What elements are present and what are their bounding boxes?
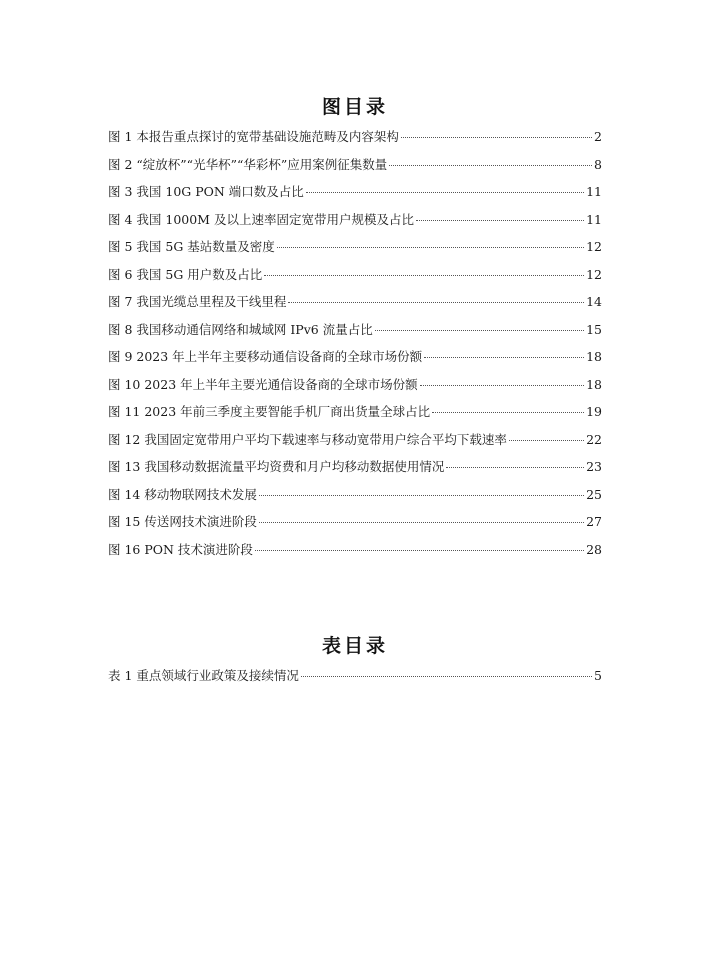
figure-entry[interactable] xyxy=(108,155,602,183)
dot-leader xyxy=(306,192,584,193)
table-entry-page-number: 5 xyxy=(594,668,602,683)
dot-leader xyxy=(509,440,584,441)
figure-entry-page-number: 23 xyxy=(586,459,602,474)
figure-entry-label: 图 6 我国 5G 用户数及占比 xyxy=(108,266,263,282)
figure-entry-label: 图 16 PON 技术演进阶段 xyxy=(108,541,253,557)
figure-entry[interactable] xyxy=(108,540,602,568)
figure-entry-page-number: 22 xyxy=(586,431,602,447)
figure-entry[interactable] xyxy=(108,512,602,540)
dot-leader xyxy=(277,247,584,248)
figure-entry-page-number: 15 xyxy=(586,321,602,337)
dot-leader xyxy=(446,467,584,468)
table-entry-label: 表 1 重点领域行业政策及接续情况 xyxy=(108,668,299,683)
figure-entry-page-number: 25 xyxy=(586,486,602,502)
table-entry[interactable] xyxy=(108,666,602,694)
figure-entry-page-number: 8 xyxy=(594,156,602,172)
dot-leader xyxy=(424,357,584,358)
figure-entry[interactable] xyxy=(108,430,602,458)
figure-entry-label: 图 14 移动物联网技术发展 xyxy=(108,486,257,502)
dot-leader xyxy=(416,220,584,221)
figure-entry-label: 图 13 我国移动数据流量平均资费和月户均移动数据使用情况 xyxy=(108,459,445,474)
figure-entry-label: 图 8 我国移动通信网络和城域网 IPv6 流量占比 xyxy=(108,321,373,337)
figure-entry-page-number: 18 xyxy=(586,349,602,364)
figure-entry-page-number: 14 xyxy=(586,294,602,309)
figure-entry-label: 图 5 我国 5G 基站数量及密度 xyxy=(108,239,275,254)
figures-heading: 图目录 xyxy=(321,96,388,118)
figure-entry-page-number: 19 xyxy=(586,404,602,419)
dot-leader xyxy=(255,550,584,551)
dot-leader xyxy=(432,412,584,413)
dot-leader xyxy=(259,522,584,523)
dot-leader xyxy=(401,137,592,138)
figure-entry-page-number: 12 xyxy=(586,239,602,254)
figure-entry[interactable] xyxy=(108,320,602,348)
figure-entry-page-number: 28 xyxy=(586,541,602,557)
tables-list xyxy=(108,666,602,694)
figure-entry-label: 图 10 2023 年上半年主要光通信设备商的全球市场份额 xyxy=(108,376,418,392)
figure-entry-label: 图 11 2023 年前三季度主要智能手机厂商出货量全球占比 xyxy=(108,404,431,419)
figure-entry[interactable] xyxy=(108,375,602,403)
figure-entry-label: 图 2 “绽放杯”“光华杯”“华彩杯”应用案例征集数量 xyxy=(108,156,388,172)
dot-leader xyxy=(288,302,584,303)
figure-entry[interactable] xyxy=(108,265,602,293)
figure-entry-page-number: 11 xyxy=(586,184,602,199)
figure-entry[interactable] xyxy=(108,237,602,265)
figure-entry[interactable] xyxy=(108,485,602,513)
figure-entry[interactable] xyxy=(108,210,602,238)
figure-entry-page-number: 18 xyxy=(586,376,602,392)
dot-leader xyxy=(259,495,584,496)
figure-entry-page-number: 27 xyxy=(586,514,602,529)
figure-entry-label: 图 9 2023 年上半年主要移动通信设备商的全球市场份额 xyxy=(108,349,423,364)
figure-entry-page-number: 11 xyxy=(586,211,602,227)
figure-entry-label: 图 3 我国 10G PON 端口数及占比 xyxy=(108,184,304,199)
figure-entry-label: 图 15 传送网技术演进阶段 xyxy=(108,514,257,529)
dot-leader xyxy=(264,275,584,276)
figure-entry[interactable] xyxy=(108,292,602,320)
figure-entry[interactable] xyxy=(108,402,602,430)
figure-entry[interactable] xyxy=(108,457,602,485)
dot-leader xyxy=(375,330,584,331)
dot-leader xyxy=(420,385,584,386)
figure-entry-label: 图 4 我国 1000M 及以上速率固定宽带用户规模及占比 xyxy=(108,211,414,227)
figure-entry-page-number: 12 xyxy=(586,266,602,282)
dot-leader xyxy=(389,165,592,166)
figure-entry-label: 图 1 本报告重点探讨的宽带基础设施范畴及内容架构 xyxy=(108,129,399,144)
figure-entry[interactable] xyxy=(108,347,602,375)
figure-entry[interactable] xyxy=(108,182,602,210)
figure-entry-label: 图 7 我国光缆总里程及干线里程 xyxy=(108,294,287,309)
tables-heading: 表目录 xyxy=(321,635,388,657)
figure-entry[interactable] xyxy=(108,127,602,155)
figure-entry-label: 图 12 我国固定宽带用户平均下载速率与移动宽带用户综合平均下载速率 xyxy=(108,431,507,447)
figures-list xyxy=(108,127,602,567)
dot-leader xyxy=(301,676,592,677)
figure-entry-page-number: 2 xyxy=(594,129,602,144)
